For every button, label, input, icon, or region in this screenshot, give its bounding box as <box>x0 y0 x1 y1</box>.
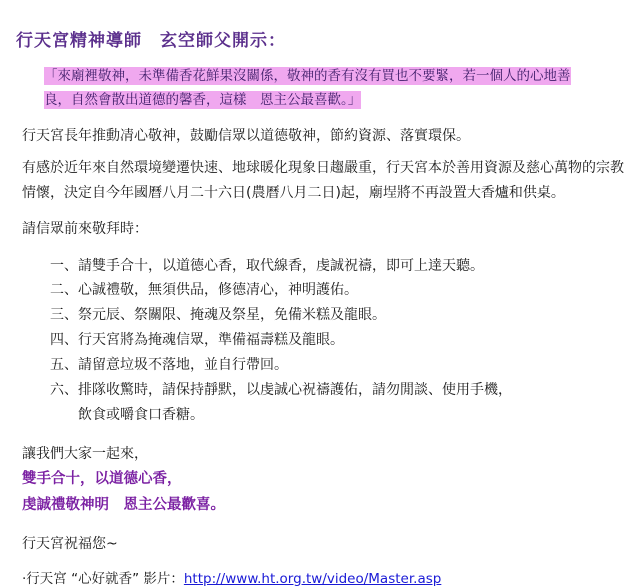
quote-block <box>44 65 604 112</box>
spacer <box>14 245 626 254</box>
blessing-text: 行天宮祝福您~ <box>22 535 118 552</box>
list-item <box>50 278 626 303</box>
quote-line-2: 良，自然會散出道德的馨香，這樣 恩主公最喜歡。」 <box>44 92 362 109</box>
paragraph-2: 有感於近年來自然環境變遷快速、地球暖化現象日趨嚴重，行天宮本於善用資源及慈心萬物的宗教情懷，決定自今年國曆八月二十六日(農曆八月二日)起，廟埕將不再設置大香爐和供桌。 <box>22 160 624 201</box>
footnote-prefix: ‧行天宮 “心好就香” 影片： <box>22 570 184 587</box>
paragraph-1: 行天宮長年推動凊心敬神，鼓勵信眾以道德敬神，節約資源、落實環保。 <box>22 127 470 144</box>
instruction-list <box>50 254 626 428</box>
list-item-subtext: 飲食或嚼食口香糖。 <box>78 406 204 423</box>
list-item-text: 三、祭元辰、祭關限、掩魂及祭星，免備米糕及龍眼。 <box>50 307 386 324</box>
quote-line-2-row <box>44 89 604 111</box>
quote-line-1-row <box>44 65 604 87</box>
list-item <box>50 254 626 279</box>
list-item-text: 六、排隊收驚時，請保持靜默，以虔誠心祝禱護佑，請勿閒談、使用手機， <box>50 382 512 399</box>
list-item-text: 二、心誠禮敬，無須供品，修德凊心，神明護佑。 <box>50 282 358 299</box>
list-item-text: 一、請雙手合十，以道德心香，取代線香，虔誠祝禱，即可上達天聽。 <box>50 257 484 274</box>
footnote <box>22 567 626 587</box>
list-item-text: 五、請留意垃圾不落地，並自行帶回。 <box>50 357 288 374</box>
spacer <box>14 208 626 217</box>
list-item-text: 四、行天宮將為掩魂信眾，準備福壽糕及龍眼。 <box>50 332 344 349</box>
page-title: 行天宮精神導師 玄空師父開示： <box>16 31 286 51</box>
closing-text: 讓我們大家一起來， <box>22 445 148 462</box>
video-link[interactable]: http://www.ht.org.tw/video/Master.asp <box>183 570 442 587</box>
quote-line-1: 「來廟裡敬神，未準備香花鮮果沒關係，敬神的香有沒有買也不要緊，若一個人的心地善 <box>44 68 571 84</box>
list-item <box>50 353 626 378</box>
list-item <box>50 328 626 353</box>
paragraph-3: 請信眾前來敬拜時： <box>22 221 148 238</box>
list-item <box>50 303 626 328</box>
spacer <box>14 428 626 442</box>
emphasis-line-1: 雙手合十，以道德心香， <box>22 471 182 488</box>
list-item <box>50 378 626 428</box>
emphasis-line-2: 虔誠禮敬神明 恩主公最歡喜。 <box>22 497 225 514</box>
